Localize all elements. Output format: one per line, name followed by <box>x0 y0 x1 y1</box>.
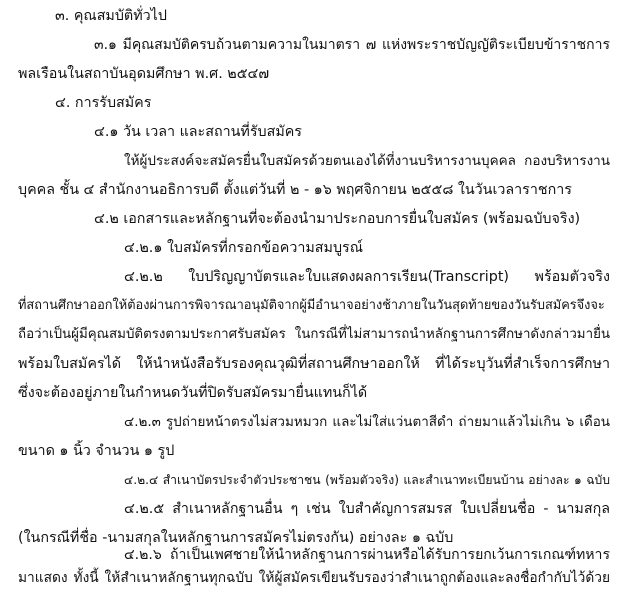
section-4-2-1: ๔.๒.๑ ใบสมัครที่กรอกข้อความสมบูรณ์ <box>124 240 363 256</box>
section-4-2-2-line-1: ๔.๒.๒ ใบปริญญาบัตรและใบแสดงผลการเรียน(Transcript) พร้อมตัวจริง <box>124 269 610 285</box>
section-4-2-3-line-1: ๔.๒.๓ รูปถ่ายหน้าตรงไม่สวมหมวก และไม่ใส่แว่นตาสีดำ ถ่ายมาแล้วไม่เกิน ๖ เดือน <box>124 414 610 430</box>
section-3-heading: ๓. คุณสมบัติทั่วไป <box>55 8 167 24</box>
section-4-2-2-line-3: ถือว่าเป็นผู้มีคุณสมบัติตรงตามประกาศรับสมัคร ในกรณีที่ไม่สามารถนำหลักฐานการศึกษาดังกล่าวมายื่น <box>18 327 610 342</box>
section-4-1-line-1: ให้ผู้ประสงค์จะสมัครยื่นใบสมัครด้วยตนเองได้ที่งานบริหารงานบุคคล กองบริหารงาน <box>124 153 610 169</box>
section-4-2-5-line-1: ๔.๒.๕ สำเนาหลักฐานอื่น ๆ เช่น ใบสำคัญการสมรส ใบเปลี่ยนชื่อ - นามสกุล <box>124 501 610 517</box>
section-4-1-line-2: บุคคล ชั้น ๔ สำนักงานอธิการบดี ตั้งแต่วันที่ ๒ - ๑๖ พฤศจิกายน ๒๕๕๘ ในวันเวลาราชการ <box>18 182 572 198</box>
section-4-2-4: ๔.๒.๔ สำเนาบัตรประจำตัวประชาชน (พร้อมตัวจริง) และสำเนาทะเบียนบ้าน อย่างละ ๑ ฉบับ <box>124 473 610 487</box>
section-4-2-6-line-2: มาแสดง ทั้งนี้ ให้สำเนาหลักฐานทุกฉบับ ให้ผู้สมัครเขียนรับรองว่าสำเนาถูกต้องและลงชื่อกำกับไว้ด้วย <box>18 570 610 586</box>
section-3-1-line-2: พลเรือนในสถาบันอุดมศึกษา พ.ศ. ๒๕๔๗ <box>18 66 270 82</box>
section-3-1-line-1: ๓.๑ มีคุณสมบัติครบถ้วนตามความในมาตรา ๗ แห่งพระราชบัญญัติระเบียบข้าราชการ <box>94 37 610 53</box>
section-4-2-5-line-2: (ในกรณีที่ชื่อ -นามสกุลในหลักฐานการสมัครไม่ตรงกัน) อย่างละ ๑ ฉบับ <box>18 530 454 546</box>
section-4-2-2-line-4: พร้อมใบสมัครได้ ให้นำหนังสือรับรองคุณวุฒิที่สถานศึกษาออกให้ ที่ได้ระบุวันที่สำเร็จการศึกษา <box>18 356 610 372</box>
section-4-2-6-line-1: ๔.๒.๖ ถ้าเป็นเพศชายให้นำหลักฐานการผ่านหรือได้รับการยกเว้นการเกณฑ์ทหาร <box>124 547 610 563</box>
section-4-2-2-line-2: ที่สถานศึกษาออกให้ต้องผ่านการพิจารณาอนุมัติจากผู้มีอำนาจอย่างช้าภายในวันสุดท้ายของวันรับสมัครจึงจะ <box>18 298 605 313</box>
section-4-2-heading: ๔.๒ เอกสารและหลักฐานที่จะต้องนำมาประกอบการยื่นใบสมัคร (พร้อมฉบับจริง) <box>94 211 581 227</box>
section-4-2-2-line-5: ซึ่งจะต้องอยู่ภายในกำหนดวันที่ปิดรับสมัครมายื่นแทนก็ได้ <box>18 385 368 401</box>
section-4-1-heading: ๔.๑ วัน เวลา และสถานที่รับสมัคร <box>94 124 302 140</box>
section-4-heading: ๔. การรับสมัคร <box>55 95 152 111</box>
section-4-2-3-line-2: ขนาด ๑ นิ้ว จำนวน ๑ รูป <box>18 443 175 459</box>
